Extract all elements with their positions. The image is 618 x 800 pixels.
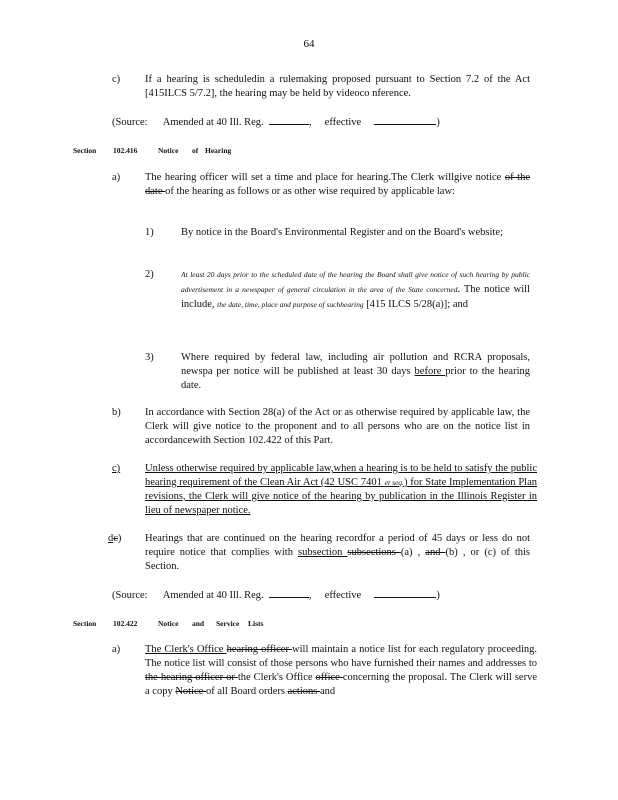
struck-text: and xyxy=(425,546,446,558)
source-effective: effective xyxy=(324,590,362,601)
item-label-d xyxy=(108,532,121,546)
item-label-c: c) xyxy=(112,74,121,85)
underlined-text: before xyxy=(414,365,446,377)
text-run: prior to the hearing date. xyxy=(181,365,530,391)
paragraph-3-federal-law xyxy=(181,351,530,393)
text-run: ) xyxy=(117,533,122,544)
text-run: Unless otherwise required by applicable law,when a hearing is to be held to satisfy the public hearing requirement of the Clean Air Act (42 USC 7401 xyxy=(145,463,537,488)
text-run: [415 ILCS 5/28(a)]; and xyxy=(366,299,468,311)
page-number: 64 xyxy=(303,38,315,50)
statute-text: At least 20 days prior to the scheduled date of the hearing the Board shall give notice of such hearing by public advertisement in a newspaper of general circulation in the area of the State concerned xyxy=(181,270,530,295)
paragraph-c-clean-air-act xyxy=(145,462,537,517)
source-effective: effective xyxy=(324,117,362,128)
text-run: the Clerk's Office xyxy=(237,671,316,683)
section-heading-102-422 xyxy=(73,619,263,629)
paragraph-2-newspaper xyxy=(181,267,530,313)
heading-word: Notice xyxy=(158,146,179,155)
source-amended: Amended at 40 Ill. Reg. xyxy=(162,117,264,128)
heading-word: Lists xyxy=(248,619,264,628)
text-run: Where required by federal law, including air pollution and RCRA proposals, newspa per notice will be published at least 30 days xyxy=(181,352,530,377)
heading-section-number: 102.416 xyxy=(113,146,138,155)
statute-text: the date, time, place and purpose of suchhearing xyxy=(217,300,364,310)
text-run: concerning the proposal. The Clerk will serve a copy xyxy=(145,671,537,697)
underlined-text: The Clerk's Office xyxy=(145,644,227,655)
item-label-c: c) xyxy=(112,463,121,474)
blank-line xyxy=(269,588,309,598)
blank-line xyxy=(374,588,436,598)
source-close: ) xyxy=(436,117,440,128)
blank-line xyxy=(269,115,309,125)
paragraph-a-notice-list xyxy=(145,643,537,698)
section-heading-102-416 xyxy=(73,146,231,156)
text-run: and xyxy=(319,685,336,697)
text-run: of all Board orders xyxy=(205,685,288,697)
struck-text: c xyxy=(113,533,118,544)
item-label-1: 1) xyxy=(145,227,154,238)
citation-text: et seq. xyxy=(384,477,404,487)
paragraph-d-continued-hearings xyxy=(145,532,530,574)
heading-section-word: Section xyxy=(73,619,97,628)
text-run: . The notice will include, xyxy=(181,284,530,311)
text-run: Hearings that are continued on the hearing recordfor a period of 45 days or less do not require notice that complies with xyxy=(145,533,530,558)
heading-word: Service xyxy=(216,619,240,628)
heading-word: and xyxy=(192,619,205,628)
underlined-text: subsection xyxy=(298,546,348,558)
struck-text: hearing officer xyxy=(226,644,293,655)
struck-text: actions xyxy=(287,685,320,697)
paragraph-c-videoconference: If a hearing is scheduledin a rulemaking proposed pursuant to Section 7.2 of the Act [415ILCS 5/7.2], the hearing may be held by videoco nference. xyxy=(145,74,530,99)
heading-word: Notice xyxy=(158,619,179,628)
text-run: will maintain a notice list for each regulatory proceeding. The notice list will consist of those persons who have furnished their names and addresses to xyxy=(145,644,537,669)
item-label-a: a) xyxy=(112,172,121,183)
paragraph-1-environmental-register: By notice in the Board's Environmental Register and on the Board's website; xyxy=(181,227,503,238)
struck-text: of the date xyxy=(145,172,530,197)
source-close: ) xyxy=(436,590,440,601)
paragraph-a-notice xyxy=(145,171,530,199)
struck-text: Notice xyxy=(175,685,206,697)
source-label: (Source: xyxy=(112,590,148,601)
item-label-a: a) xyxy=(112,644,121,655)
item-label-3: 3) xyxy=(145,352,154,363)
blank-line xyxy=(374,115,436,125)
paragraph-b-accordance: In accordance with Section 28(a) of the Act or as otherwise required by applicable law, the Clerk will give notice to the proponent and to all persons who are on the notice list in accordancewith Section 102.422 of this Part. xyxy=(145,407,530,446)
heading-section-word: Section xyxy=(73,146,97,155)
heading-word: of xyxy=(192,146,199,155)
text-run: of the hearing as follows or as other wise required by applicable law: xyxy=(165,185,455,197)
item-label-2: 2) xyxy=(145,269,154,280)
struck-text: office xyxy=(315,671,343,683)
source-amended: Amended at 40 Ill. Reg. xyxy=(162,590,264,601)
source-label: (Source: xyxy=(112,117,148,128)
underlined-text: d xyxy=(108,533,114,544)
struck-text: the hearing officer or xyxy=(145,671,238,683)
text-run: ) for State Implementation Plan revisions, the Clerk will give notice of the hearing by publication in the Illinois Register in lieu of newspaper notice. xyxy=(145,476,537,516)
text-run: (b) , or (c) of this Section. xyxy=(145,546,531,572)
struck-text: subsections xyxy=(347,546,401,558)
item-label-b: b) xyxy=(112,407,121,418)
heading-word: Hearing xyxy=(205,146,232,155)
text-run: (a) , xyxy=(400,546,426,558)
source-note-1: (Source: Amended at 40 Ill. Reg. , effective ) xyxy=(112,117,440,128)
heading-section-number: 102.422 xyxy=(113,619,138,628)
source-note-2: (Source: Amended at 40 Ill. Reg. , effective ) xyxy=(112,590,440,601)
text-run: The hearing officer will set a time and place for hearing.The Clerk willgive notice xyxy=(145,172,505,183)
